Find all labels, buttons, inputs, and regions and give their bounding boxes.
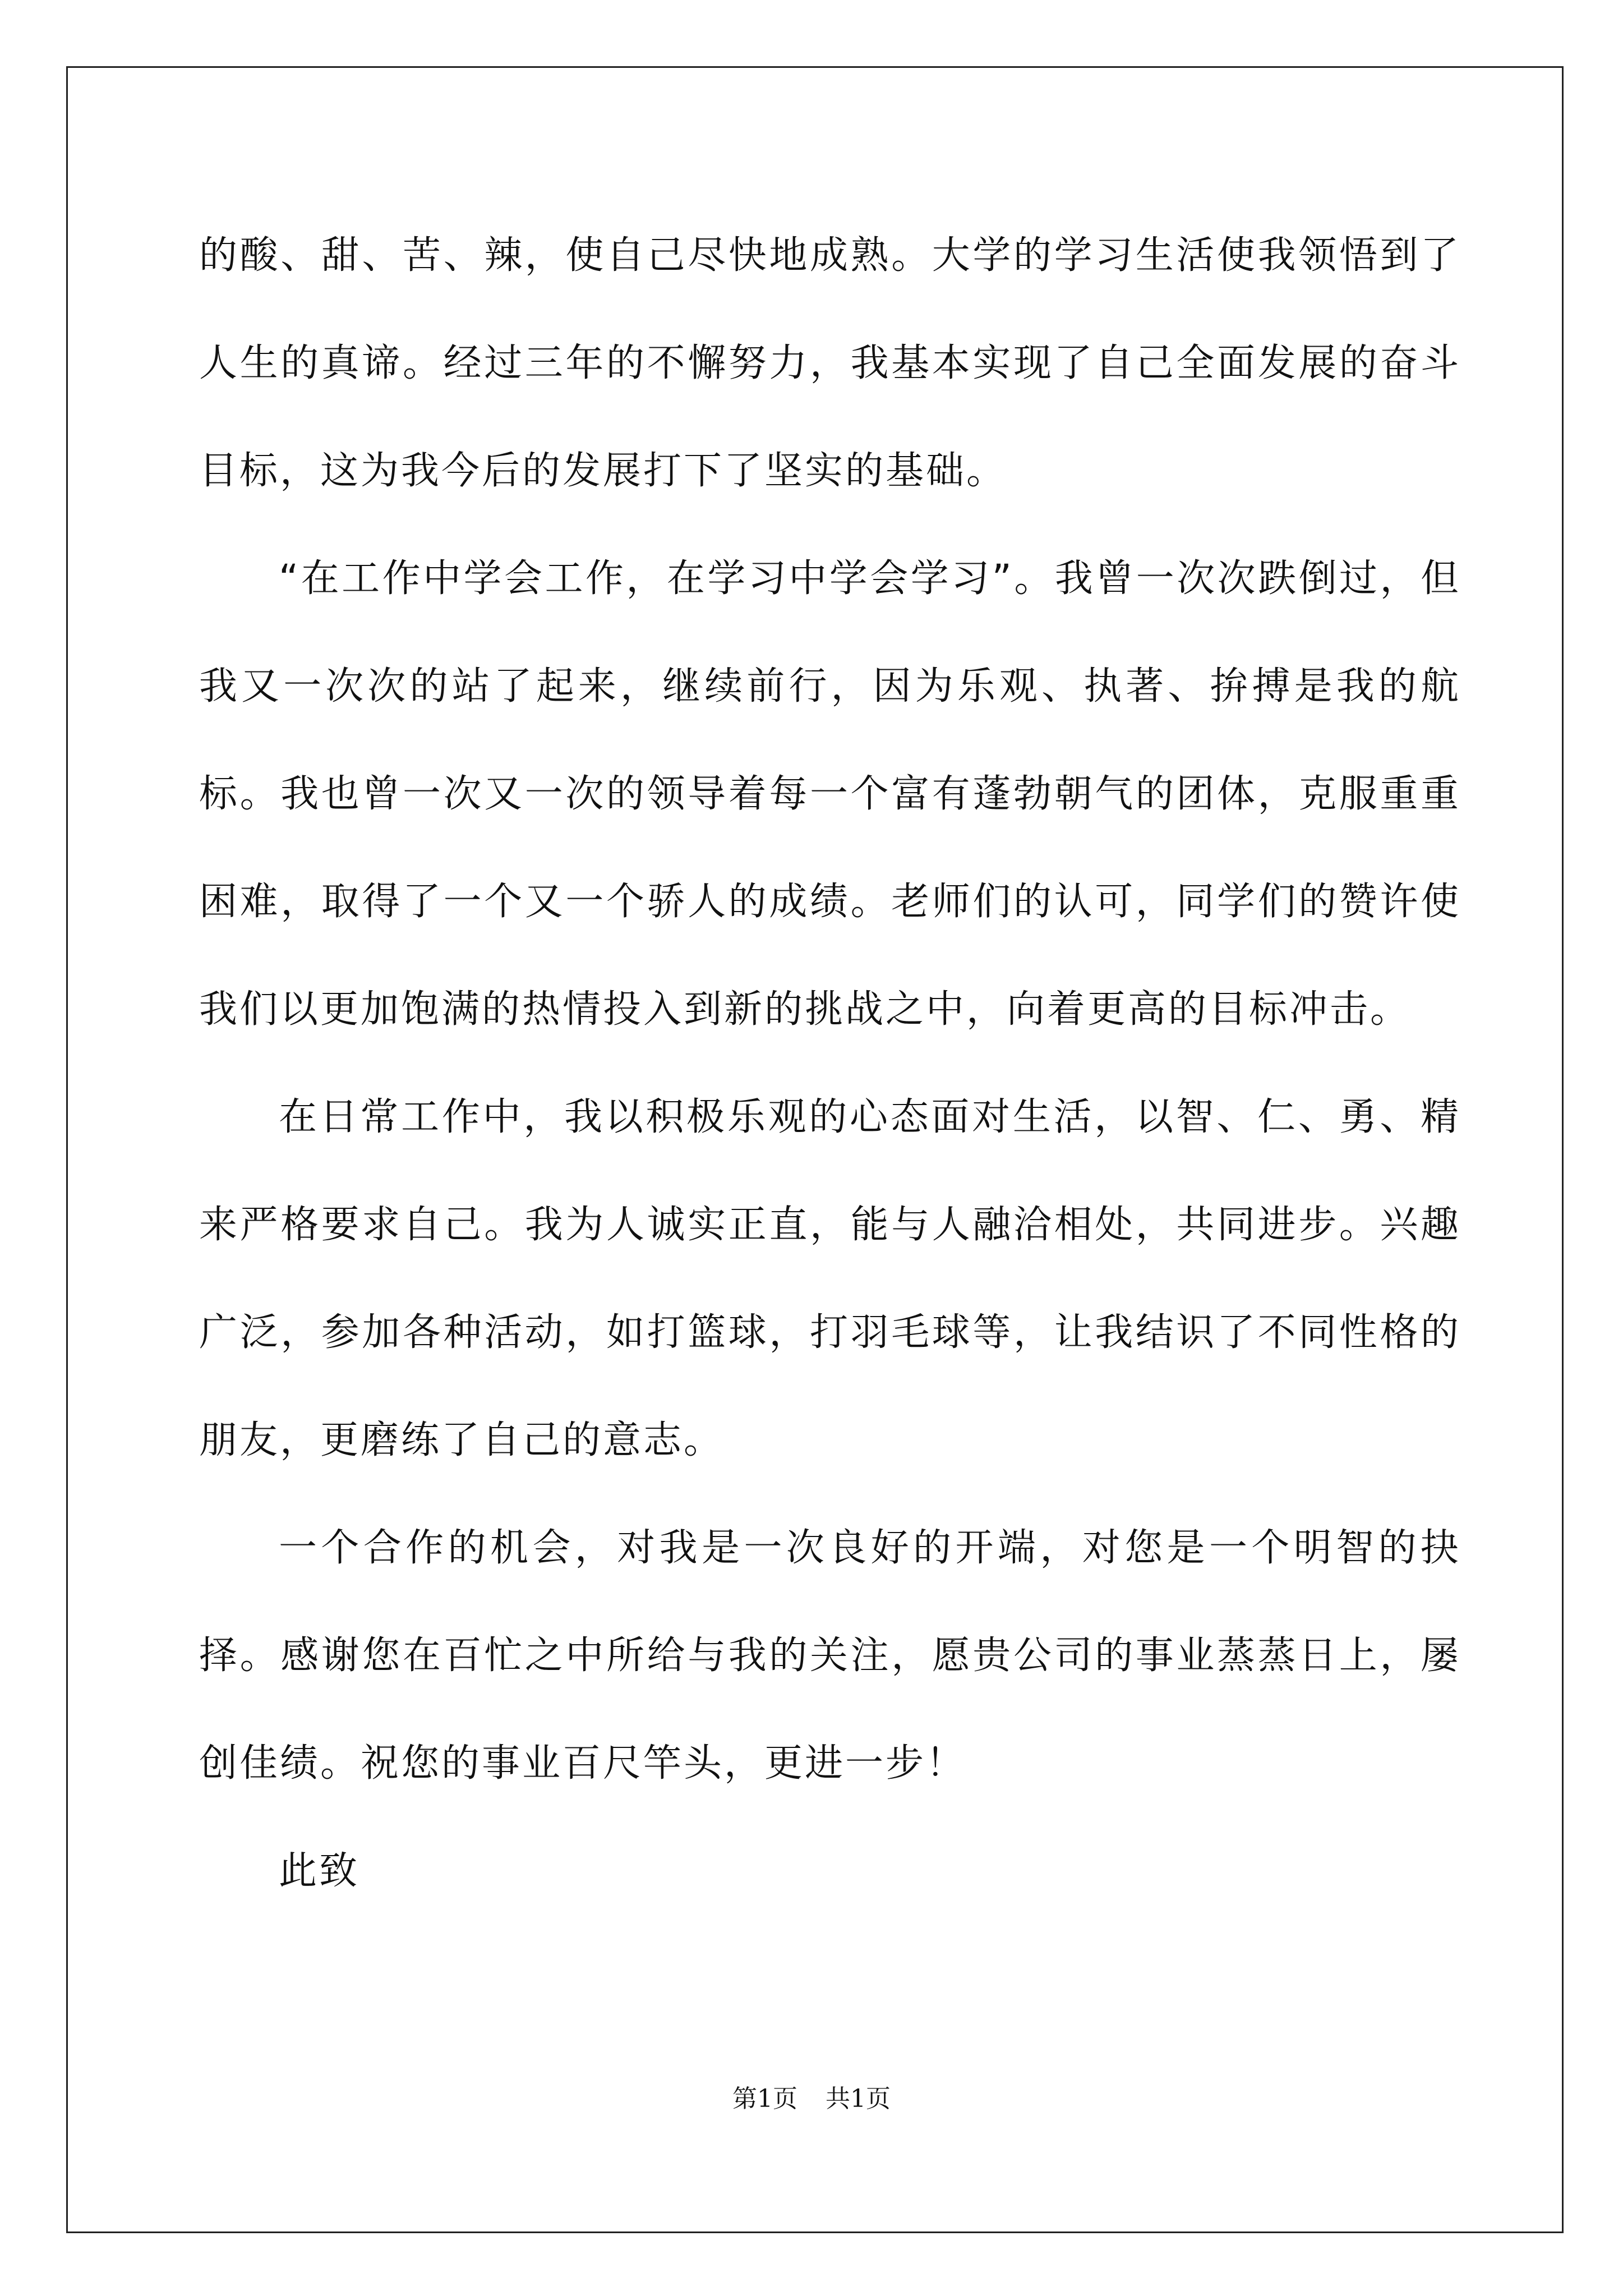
paragraph-closing: 此致 — [279, 1849, 360, 1893]
page-footer — [0, 2082, 1623, 2116]
page-number-total: 共1页 — [826, 2085, 891, 2113]
paragraph-4: 一个合作的机会，对我是一次良好的开端，对您是一个明智的抉择。感谢您在百忙之中所给与我的关注，愿贵公司的事业蒸蒸日上，屡创佳绩。祝您的事业百尺竿头，更进一步！ — [199, 1526, 1461, 1786]
document-body — [199, 202, 1461, 1925]
page-number-current: 第1页 — [732, 2085, 797, 2113]
paragraph-3: 在日常工作中，我以积极乐观的心态面对生活，以智、仁、勇、精来严格要求自己。我为人诚实正直，能与人融洽相处，共同进步。兴趣广泛，参加各种活动，如打篮球，打羽毛球等，让我结识了不同性格的朋友，更磨练了自己的意志。 — [199, 1095, 1461, 1462]
paragraph-1: 的酸、甜、苦、辣，使自己尽快地成熟。大学的学习生活使我领悟到了人生的真谛。经过三年的不懈努力，我基本实现了自己全面发展的奋斗目标，这为我今后的发展打下了坚实的基础。 — [199, 233, 1461, 493]
paragraph-2: “在工作中学会工作，在学习中学会学习”。我曾一次次跌倒过，但我又一次次的站了起来，继续前行，因为乐观、执著、拚搏是我的航标。我也曾一次又一次的领导着每一个富有蓬勃朝气的团体，克服重重困难，取得了一个又一个骄人的成绩。老师们的认可，同学们的赞许使我们以更加饱满的热情投入到新的挑战之中，向着更高的目标冲击。 — [199, 556, 1461, 1032]
